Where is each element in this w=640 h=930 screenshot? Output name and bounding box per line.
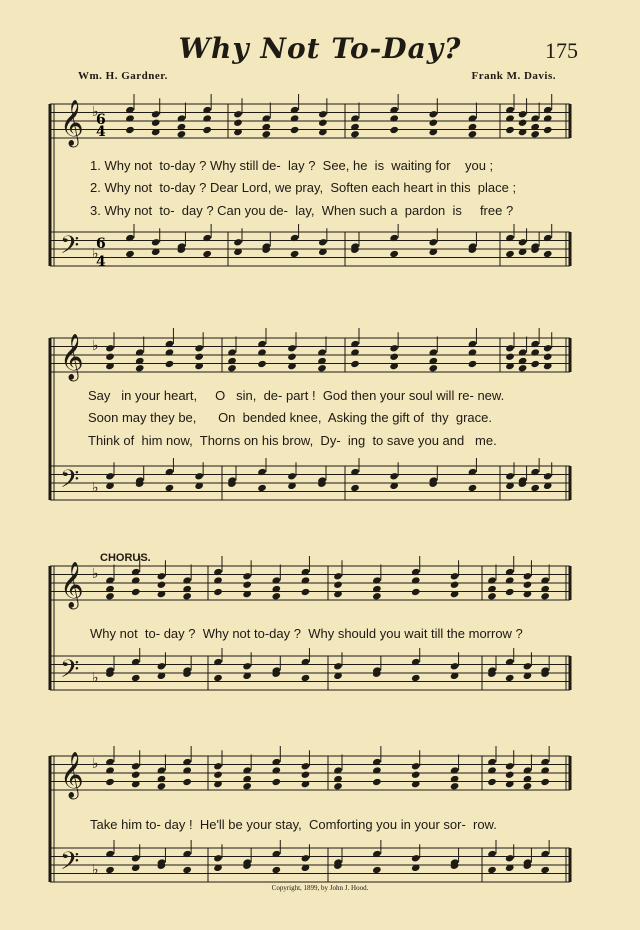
- bass-time-signature-bottom: 4: [96, 254, 106, 270]
- chorus-line-2: Take him to- day ! He'll be your stay, Comforting you in your sor- row.: [90, 817, 497, 832]
- chorus-label: CHORUS.: [100, 552, 151, 564]
- chorus-line-1: Why not to- day ? Why not to-day ? Why should you wait till the morrow ?: [90, 626, 523, 641]
- verse-1-line-1: 1. Why not to-day ? Why still de- lay ? See, he is waiting for you ;: [90, 158, 494, 173]
- verse-3-line-2: Think of him now, Thorns on his brow, Dy- ing to save you and me.: [88, 433, 497, 448]
- flat-icon: ♭: [92, 246, 99, 262]
- music-by: Frank M. Davis.: [471, 70, 556, 82]
- page-number: 175: [545, 38, 578, 63]
- hymn-title: Why Not To-Day?: [178, 32, 462, 65]
- flat-icon: ♭: [92, 756, 99, 772]
- flat-icon: ♭: [92, 670, 99, 686]
- flat-icon: ♭: [92, 566, 99, 582]
- treble-clef-icon: 𝄞: [60, 334, 84, 380]
- words-by: Wm. H. Gardner.: [78, 70, 168, 82]
- bass-clef-icon: 𝄢: [60, 231, 80, 266]
- flat-icon: ♭: [92, 480, 99, 496]
- time-signature-top: 6: [96, 112, 106, 128]
- verse-2-line-2: Soon may they be, On bended knee, Asking the gift of thy grace.: [88, 410, 492, 425]
- bass-time-signature-top: 6: [96, 236, 106, 252]
- flat-icon: ♭: [92, 862, 99, 878]
- verse-3-line-1: 3. Why not to- day ? Can you de- lay, When such a pardon is free ?: [90, 203, 514, 218]
- copyright-notice: Copyright, 1899, by John J. Hood.: [271, 884, 369, 892]
- flat-icon: ♭: [92, 104, 99, 120]
- time-signature-bottom: 4: [96, 124, 106, 140]
- bass-clef-icon: 𝄢: [60, 847, 80, 882]
- verse-2-line-1: 2. Why not to-day ? Dear Lord, we pray, Soften each heart in this place ;: [90, 180, 517, 195]
- flat-icon: ♭: [92, 338, 99, 354]
- treble-clef-icon: 𝄞: [60, 752, 84, 798]
- treble-clef-icon: 𝄞: [60, 562, 84, 608]
- treble-clef-icon: 𝄞: [60, 100, 84, 146]
- bass-clef-icon: 𝄢: [60, 655, 80, 690]
- bass-clef-icon: 𝄢: [60, 465, 80, 500]
- verse-1-line-2: Say in your heart, O sin, de- part ! God then your soul will re- new.: [88, 388, 505, 403]
